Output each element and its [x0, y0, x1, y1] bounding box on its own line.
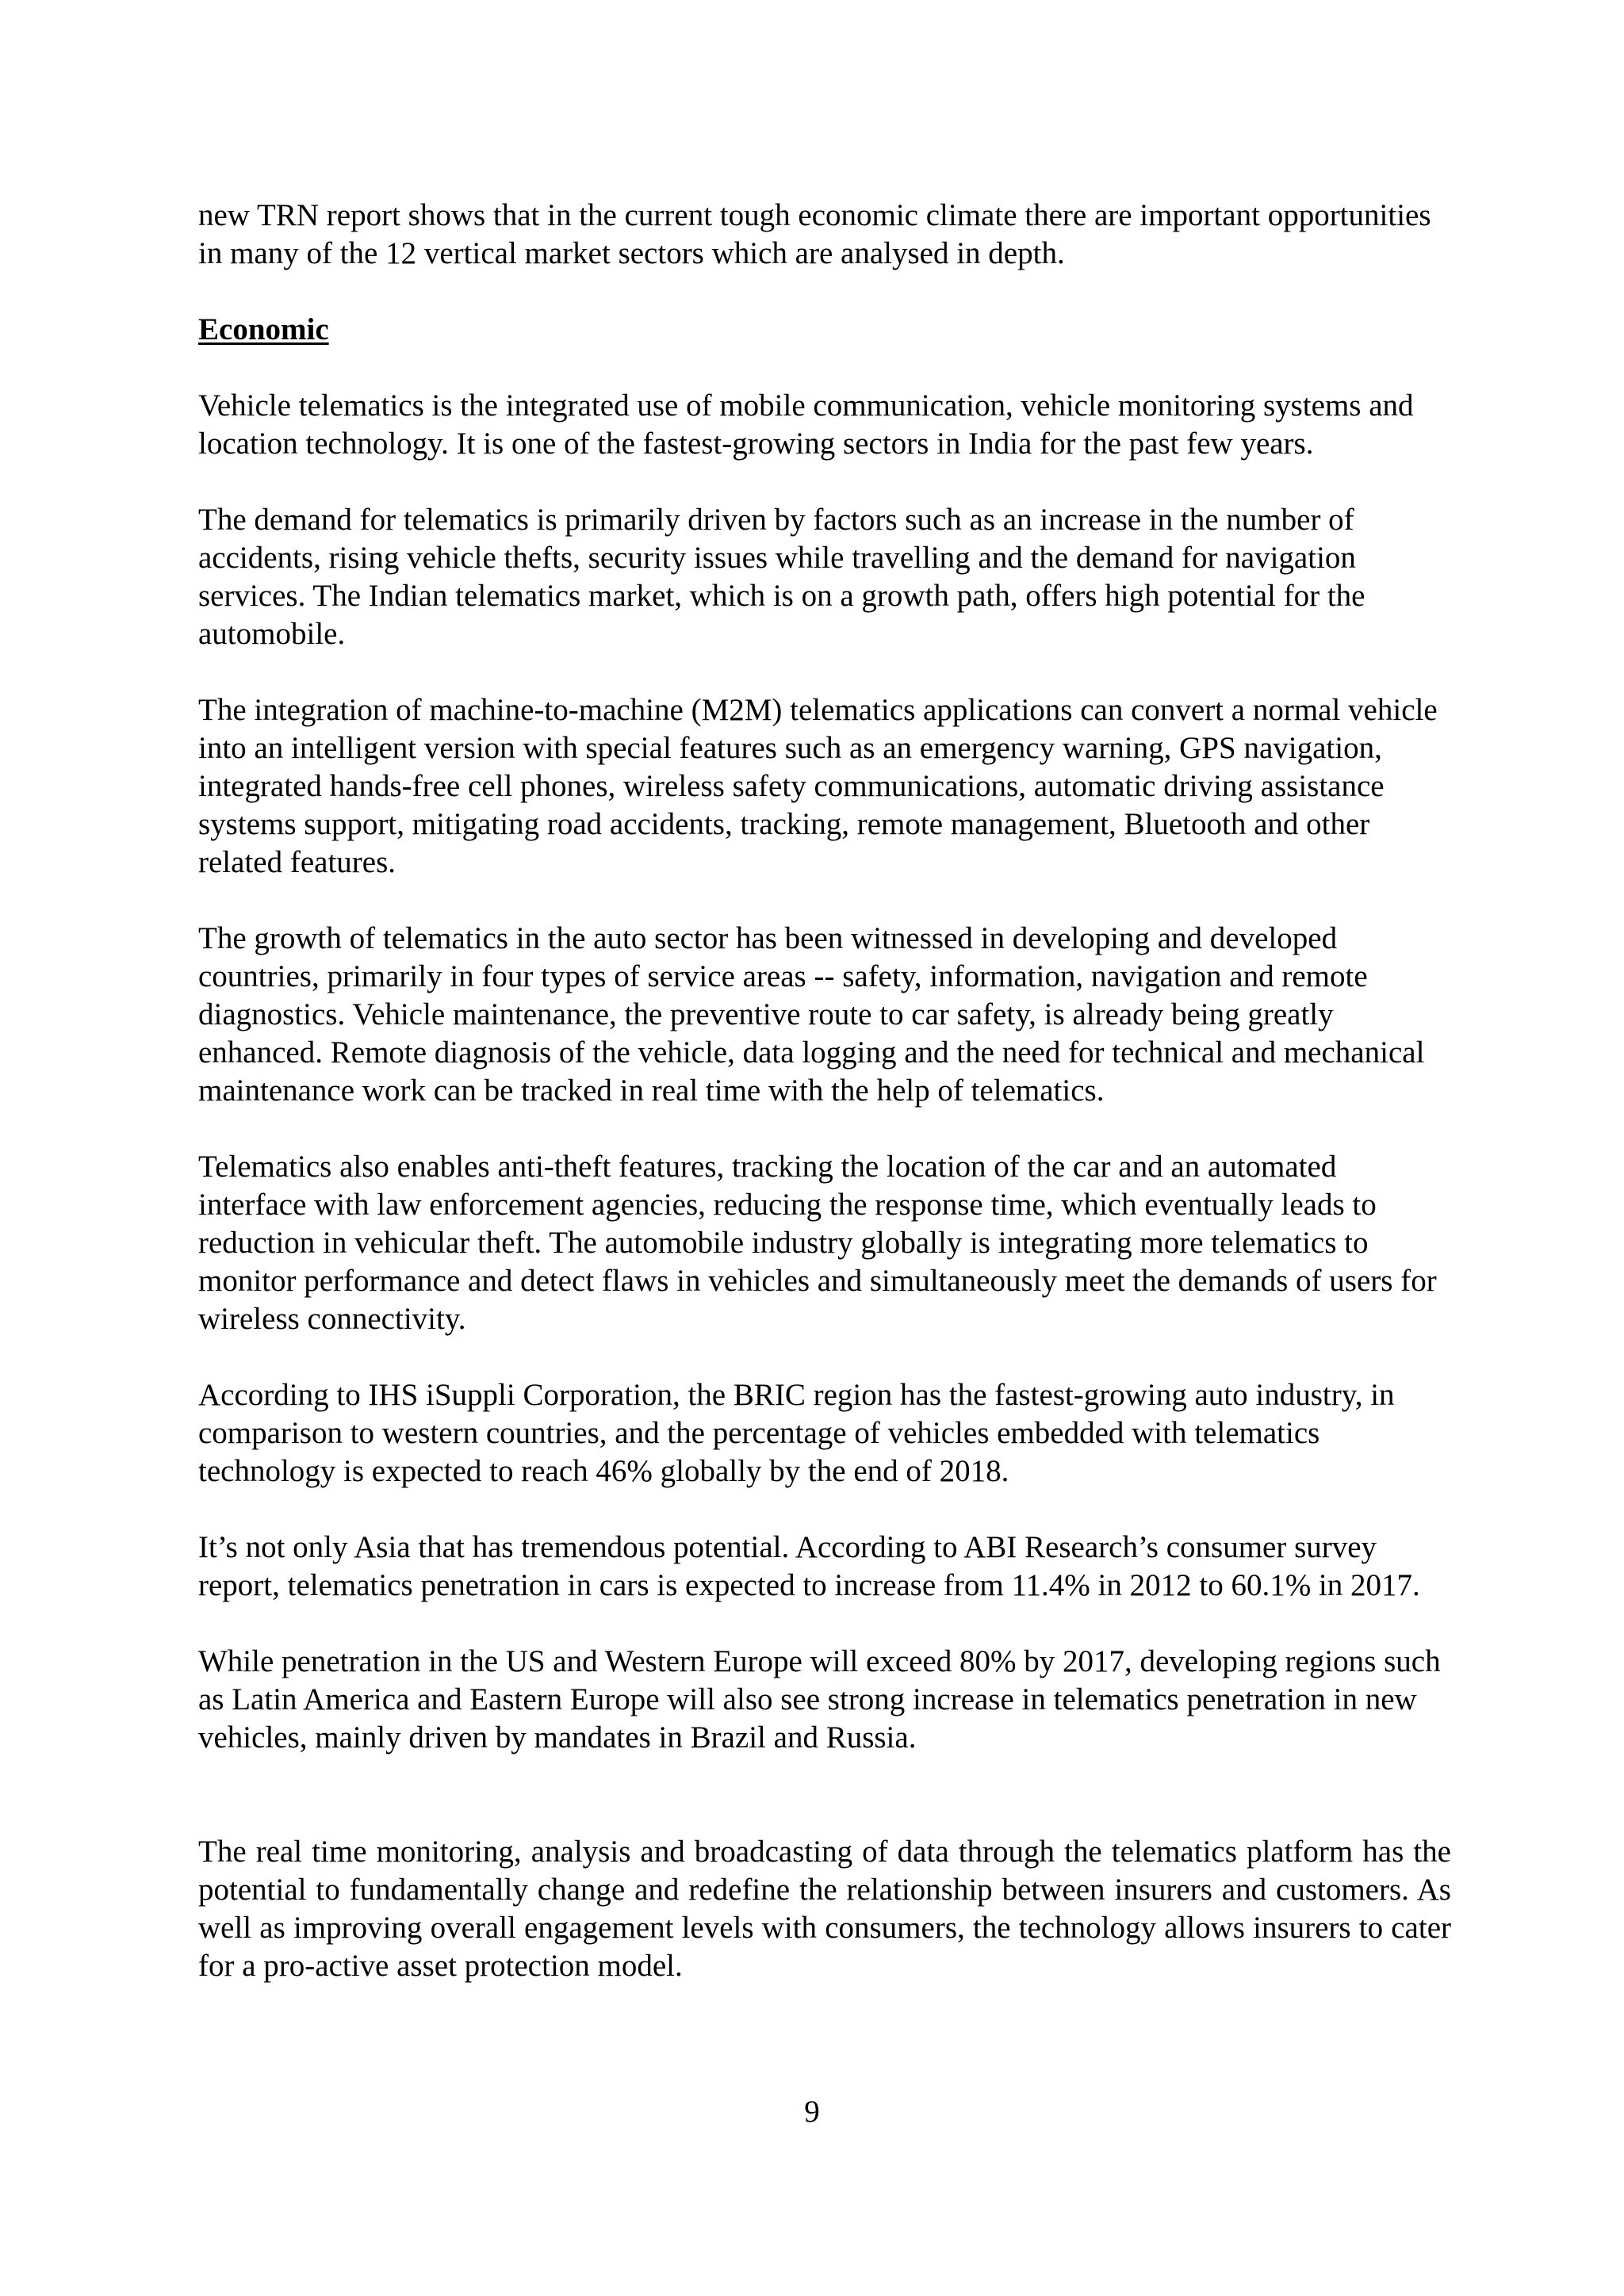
paragraph-3: The integration of machine-to-machine (M2M) telematics applications can convert a normal vehicle into an intelligent version with special features such as an emergency warning, GPS navigation, integrated hands-free cell phones, wireless safety communications, automatic driving assistance systems support, mitigating road accidents, tracking, remote management, Bluetooth and other related features. [198, 693, 1438, 879]
paragraph-6: According to IHS iSuppli Corporation, the BRIC region has the fastest-growing auto industry, in comparison to western countries, and the percentage of vehicles embedded with telematics technology is expected to reach 46% globally by the end of 2018. [198, 1378, 1395, 1488]
paragraph-4: The growth of telematics in the auto sector has been witnessed in developing and developed countries, primarily in four types of service areas -- safety, information, navigation and remote diagnostics. Vehicle maintenance, the preventive route to car safety, is already being greatly enhanced. Remote diagnosis of the vehicle, data logging and the need for technical and mechanical maintenance work can be tracked in real time with the help of telematics. [198, 921, 1425, 1108]
paragraph-9: The real time monitoring, analysis and broadcasting of data through the telematics platform has the potential to fundamentally change and redefine the relationship between insurers and customers. As well as improving overall engagement levels with consumers, the technology allows insurers to cater for a pro-active asset protection model. [198, 1835, 1451, 1983]
paragraph-1: Vehicle telematics is the integrated use of mobile communication, vehicle monitoring systems and location technology. It is one of the fastest-growing sectors in India for the past few years. [198, 388, 1414, 461]
page-number: 9 [804, 2095, 820, 2129]
paragraph-7: It’s not only Asia that has tremendous potential. According to ABI Research’s consumer survey report, telematics penetration in cars is expected to increase from 11.4% in 2012 to 60.1% in 2017. [198, 1530, 1420, 1602]
section-heading-economic: Economic [198, 312, 329, 346]
paragraph-5: Telematics also enables anti-theft features, tracking the location of the car and an automated interface with law enforcement agencies, reducing the response time, which eventually leads to reduction in vehicular theft. The automobile industry globally is integrating more telematics to monitor performance and detect flaws in vehicles and simultaneously meet the demands of users for wireless connectivity. [198, 1150, 1437, 1336]
paragraph-2: The demand for telematics is primarily driven by factors such as an increase in the number of accidents, rising vehicle thefts, security issues while travelling and the demand for navigation services. The Indian telematics market, which is on a growth path, offers high potential for the automobile. [198, 503, 1365, 651]
page-body [198, 197, 1451, 1985]
paragraph-8: While penetration in the US and Western Europe will exceed 80% by 2017, developing regions such as Latin America and Eastern Europe will also see strong increase in telematics penetration in new vehicles, mainly driven by mandates in Brazil and Russia. [198, 1644, 1441, 1755]
intro-paragraph: new TRN report shows that in the current tough economic climate there are important opportunities in many of the 12 vertical market sectors which are analysed in depth. [198, 198, 1431, 270]
